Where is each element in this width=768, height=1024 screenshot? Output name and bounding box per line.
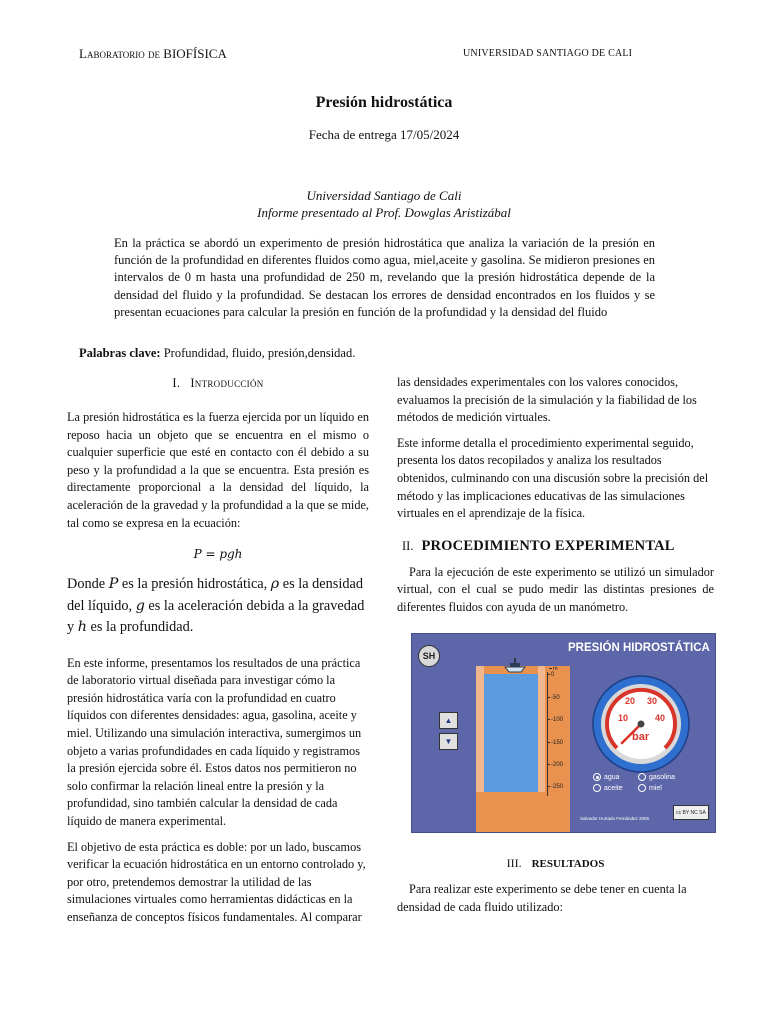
gauge-label: 40 (655, 713, 666, 723)
where-text: es la presión hidrostática, (118, 576, 271, 593)
depth-up-button[interactable]: ▲ (439, 712, 458, 729)
depth-scale-line (547, 672, 548, 796)
pressure-equation: P = pgh (193, 547, 243, 562)
where-text: es la aceleración debida a la gravedad y (67, 597, 365, 636)
intro-paragraph-4: Este informe detalla el procedimiento experimental seguido, presenta los datos recopilados y analiza los resultados obtenidos, culminando con una discusión sobre la precisión del método y las implicaciones educativas de las simulaciones virtuales en el aprendizaje de la física. (397, 435, 709, 521)
section-2-number: II. (402, 538, 414, 553)
gauge-hub (638, 721, 645, 728)
depth-tick: 0 (547, 672, 554, 679)
where-text: es la densidad del líquido, (67, 576, 363, 614)
keywords-text: Profundidad, fluido, presión,densidad. (163, 346, 356, 360)
radio-gasoline[interactable] (638, 773, 646, 781)
radio-water[interactable] (593, 773, 601, 781)
running-header-university: UNIVERSIDAD SANTIAGO DE CALI (463, 48, 633, 59)
depth-scale-unit: m (549, 666, 558, 673)
var-h: h (77, 619, 87, 636)
fluid-label: miel (649, 784, 662, 792)
keywords-label: Palabras clave: (79, 346, 161, 360)
section-1-title: Introducción (190, 376, 264, 390)
fluid-option-water[interactable] (593, 773, 620, 781)
depth-scale (545, 666, 570, 832)
intro-paragraph-1: La presión hidrostática es la fuerza ejercida por un líquido en reposo hacia un objeto que se encuentra en el mismo o cualquier superficie que esté en contacto con él debido a su peso y la profundidad a la que se encuentra. Esta presión es directamente proporcional a la densidad del líquido, la aceleración de la gravedad y la profundidad a la que se mide, tal como se expresa en la ecuación: (67, 410, 369, 530)
intro-paragraph-2: En este informe, presentamos los resultados de una práctica de laboratorio virtual diseñada para investigar cómo la presión hidrostática varía con la profundidad en cuatro líquidos con diferentes densidades: agua, gasolina, aceite y miel. Utilizando una simulación interactiva, sumergimos un objeto a varias profundidades en cada líquido y registramos la presión ejercida sobre él. Estos datos nos permitieron no solo confirmar la relación lineal entre la presión y la profundidad, sino también calcular la densidad de cada líquido de manera experimental. (67, 655, 362, 828)
affiliation-block (0, 187, 768, 221)
left-column (67, 376, 369, 927)
radio-honey[interactable] (638, 784, 646, 792)
fluid-option-honey[interactable] (638, 784, 662, 792)
gauge-label: 30 (647, 696, 658, 706)
gauge-label: 10 (618, 713, 629, 723)
right-column (397, 374, 714, 617)
section-3-title: RESULTADOS (531, 858, 605, 870)
where-text: Donde (67, 576, 109, 593)
intro-paragraph-3-continued: las densidades experimentales con los valores conocidos, evaluamos la precisión de la simulación y la fiabilidad de los métodos de medición virtuales. (397, 375, 697, 425)
depth-tick: -150 (547, 740, 563, 747)
simulator-credit: Salvador Hurtado Fernández 2005 (580, 816, 650, 821)
running-header-lab: Laboratorio de BIOFÍSICA (79, 46, 227, 61)
affiliation-university: Universidad Santiago de Cali (306, 188, 462, 203)
abstract: En la práctica se abordó un experimento de presión hidrostática que analiza la variación de la presión en función de la profundidad en diferentes fluidos como agua, miel,aceite y gasolina. Se midieron presiones en intervalos de 0 m hasta una profundidad de 250 m, revelando que la presión hidrostática depende de la densidad del fluido y la profundidad. Se destacan los errores de densidad encontrados en los fluidos y se presentan ecuaciones para calcular la presión en función de la profundidad y la densidad del fluido (114, 236, 655, 319)
tank-fluid (484, 674, 539, 792)
var-g: g (135, 597, 145, 614)
section-2-heading (402, 537, 714, 555)
intro-paragraph-3: El objetivo de esta práctica es doble: por un lado, buscamos verificar la ecuación hidrostática en un entorno controlado y, por otro, pretendemos demostrar la utilidad de las simulaciones virtuales como herramientas didácticas en la enseñanza de conceptos físicos fundamentales. Al comparar (67, 839, 366, 924)
paper-title: Presión hidrostática (315, 94, 453, 111)
results-paragraph: Para realizar este experimento se debe tener en cuenta la densidad de cada fluido utilizado: (397, 882, 687, 914)
gauge-label: 20 (625, 696, 636, 706)
depth-tick: -200 (547, 762, 563, 769)
affiliation-professor: Informe presentado al Prof. Dowglas Aristizábal (257, 205, 511, 220)
hydrostatic-simulator-figure (411, 633, 716, 833)
pressure-gauge (591, 674, 691, 774)
gauge-unit: bar (632, 731, 650, 743)
depth-tick: -50 (547, 695, 560, 702)
submission-date: Fecha de entrega 17/05/2024 (308, 127, 460, 142)
fluid-label: gasolina (649, 773, 676, 781)
keywords (79, 346, 355, 361)
procedure-paragraph: Para la ejecución de este experimento se utilizó un simulador virtual, con el cual se pudo medir las distintas presiones de diferentes fluidos con ayuda de un manómetro. (397, 564, 714, 614)
section-1-heading (67, 376, 369, 391)
section-1-number: I. (172, 376, 181, 390)
depth-down-button[interactable]: ▼ (439, 733, 458, 750)
license-badge[interactable]: cc BY NC SA (673, 805, 709, 820)
probe-icon[interactable] (504, 658, 526, 676)
var-p: P (108, 576, 119, 593)
section-3-number: III. (506, 856, 522, 870)
where-text: es la profundidad. (86, 619, 194, 636)
tank-wall-left (476, 666, 484, 792)
simulator-title: PRESIÓN HIDROSTÁTICA (568, 642, 710, 654)
section-3-heading (397, 856, 714, 871)
radio-oil[interactable] (593, 784, 601, 792)
var-rho: ρ (270, 576, 280, 593)
section-2-title: PROCEDIMIENTO EXPERIMENTAL (421, 537, 675, 554)
depth-tick: -250 (547, 784, 563, 791)
fluid-option-oil[interactable] (593, 784, 623, 792)
simulator-logo: SH (418, 645, 440, 667)
fluid-label: agua (604, 773, 620, 781)
fluid-label: aceite (604, 784, 623, 792)
depth-tick: -100 (547, 717, 563, 724)
fluid-option-gasoline[interactable] (638, 773, 675, 781)
intro-where-paragraph (67, 574, 369, 639)
